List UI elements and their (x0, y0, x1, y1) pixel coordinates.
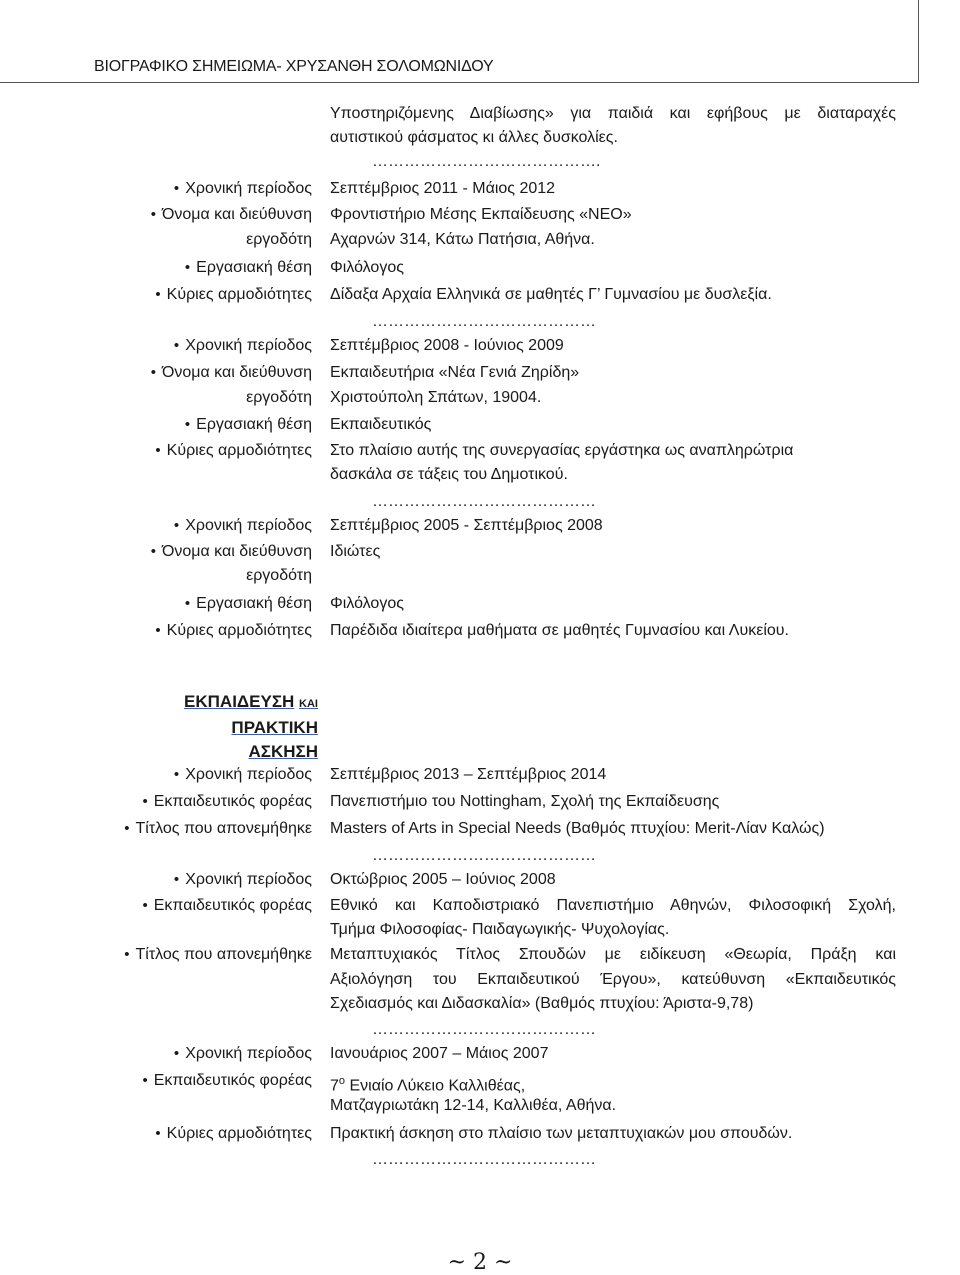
label-employer: • Όνομα και διεύθυνση (151, 361, 312, 385)
education-title-cont: Αξιολόγηση του Εκπαιδευτικού Έργου», κατεύθυνση «Εκπαιδευτικός (330, 971, 896, 988)
work-employer-name: Εκπαιδευτήρια «Νέα Γενιά Ζηρίδη» (330, 364, 580, 381)
work-position: Φιλόλογος (330, 259, 404, 276)
work-employer-address: Αχαρνών 314, Κάτω Πατήσια, Αθήνα. (330, 231, 595, 248)
work-duties: Στο πλαίσιο αυτής της συνεργασίας εργάστηκα ως αναπληρώτρια (330, 442, 794, 459)
label-institution: • Εκπαιδευτικός φορέας (142, 790, 312, 814)
label-period: • Χρονική περίοδος (174, 1042, 312, 1066)
education-duties: Πρακτική άσκηση στο πλαίσιο των μεταπτυχιακών μου σπουδών. (330, 1125, 793, 1142)
label-employer-2: εργοδότη (246, 567, 312, 584)
education-title-cont: Σχεδιασμός και Διδασκαλία» (Βαθμός πτυχίου: Άριστα-9,78) (330, 995, 754, 1012)
page-number: ~ 2 ~ (447, 1250, 513, 1275)
label-position: • Εργασιακή θέση (185, 592, 312, 616)
label-period: • Χρονική περίοδος (174, 763, 312, 787)
label-employer-2: εργοδότη (246, 231, 312, 248)
label-duties: • Κύριες αρμοδιότητες (155, 619, 312, 643)
education-institution: Εθνικό και Καποδιστριακό Πανεπιστήμιο Αθηνών, Φιλοσοφική Σχολή, (330, 897, 896, 914)
work-duties: Παρέδιδα ιδιαίτερα μαθήματα σε μαθητές Γυμνασίου και Λυκείου. (330, 622, 789, 639)
label-title: • Τίτλος που απονεμήθηκε (124, 817, 312, 841)
label-period: • Χρονική περίοδος (174, 177, 312, 201)
label-period: • Χρονική περίοδος (174, 868, 312, 892)
label-institution: • Εκπαιδευτικός φορέας (142, 894, 312, 918)
section-title-part: ΚΑΙ (299, 698, 318, 710)
work-duties-cont: δασκάλα σε τάξεις του Δημοτικού. (330, 466, 568, 483)
label-position: • Εργασιακή θέση (185, 413, 312, 437)
education-title: Μεταπτυχιακός Τίτλος Σπουδών με ειδίκευση «Θεωρία, Πράξη και (330, 946, 896, 963)
label-period: • Χρονική περίοδος (174, 334, 312, 358)
label-position: • Εργασιακή θέση (185, 256, 312, 280)
label-duties: • Κύριες αρμοδιότητες (155, 439, 312, 463)
work-period: Σεπτέμβριος 2008 - Ιούνιος 2009 (330, 337, 564, 354)
label-duties: • Κύριες αρμοδιότητες (155, 1122, 312, 1146)
separator-dots: …………………………………… (372, 493, 596, 510)
section-title-part: ΑΣΚΗΣΗ (248, 742, 318, 761)
education-institution: Πανεπιστήμιο του Nottingham, Σχολή της Εκπαίδευσης (330, 793, 720, 810)
separator-dots: …………………………………… (372, 1021, 596, 1038)
label-institution: • Εκπαιδευτικός φορέας (142, 1069, 312, 1093)
label-period: • Χρονική περίοδος (174, 514, 312, 538)
work-position: Εκπαιδευτικός (330, 416, 432, 433)
section-title-education (98, 690, 318, 764)
intro-line-1: Υποστηριζόμενης Διαβίωσης» για παιδιά και εφήβους με διαταραχές (330, 105, 896, 122)
section-title-part: ΕΚΠΑΙΔΕΥΣΗ (184, 692, 295, 711)
education-institution-address: Ματζαγριωτάκη 12-14, Καλλιθέα, Αθήνα. (330, 1097, 617, 1114)
institution-name: Ενιαίο Λύκειο Καλλιθέας, (345, 1077, 526, 1095)
label-duties: • Κύριες αρμοδιότητες (155, 283, 312, 307)
work-period: Σεπτέμβριος 2011 - Μάιος 2012 (330, 180, 556, 197)
section-title-part: ΠΡΑΚΤΙΚΗ (231, 718, 318, 737)
separator-dots: …………………………………… (372, 313, 596, 330)
education-institution-cont: Τμήμα Φιλοσοφίας- Παιδαγωγικής- Ψυχολογίας. (330, 921, 670, 938)
label-employer-2: εργοδότη (246, 389, 312, 406)
separator-dots: …………………………………… (372, 1151, 596, 1168)
ordinal-suffix: ο (338, 1075, 346, 1087)
work-period: Σεπτέμβριος 2005 - Σεπτέμβριος 2008 (330, 517, 603, 534)
work-employer-name: Φροντιστήριο Μέσης Εκπαίδευσης «ΝΕΟ» (330, 206, 632, 223)
label-employer: • Όνομα και διεύθυνση (151, 203, 312, 227)
intro-line-2: αυτιστικού φάσματος κι άλλες δυσκολίες. (330, 129, 618, 146)
education-period: Σεπτέμβριος 2013 – Σεπτέμβριος 2014 (330, 766, 607, 783)
work-duties: Δίδαξα Αρχαία Ελληνικά σε μαθητές Γ’ Γυμνασίου με δυσλεξία. (330, 286, 772, 303)
work-employer-address: Χριστούπολη Σπάτων, 19004. (330, 389, 542, 406)
education-title: Masters of Arts in Special Needs (Βαθμός πτυχίου: Merit-Λίαν Καλώς) (330, 820, 825, 837)
ordinal-number: 7 (330, 1077, 339, 1095)
separator-dots: …………………………………… (372, 847, 596, 864)
work-employer-name: Ιδιώτες (330, 543, 381, 560)
separator-dots: ……………………………………. (372, 153, 601, 170)
work-position: Φιλόλογος (330, 595, 404, 612)
education-period: Ιανουάριος 2007 – Μάιος 2007 (330, 1045, 549, 1062)
education-period: Οκτώβριος 2005 – Ιούνιος 2008 (330, 871, 556, 888)
label-employer: • Όνομα και διεύθυνση (151, 540, 312, 564)
label-title: • Τίτλος που απονεμήθηκε (124, 943, 312, 967)
page-header-title: ΒΙΟΓΡΑΦΙΚΟ ΣΗΜΕΙΩΜΑ- ΧΡΥΣΑΝΘΗ ΣΟΛΟΜΩΝΙΔΟΥ (94, 58, 494, 75)
